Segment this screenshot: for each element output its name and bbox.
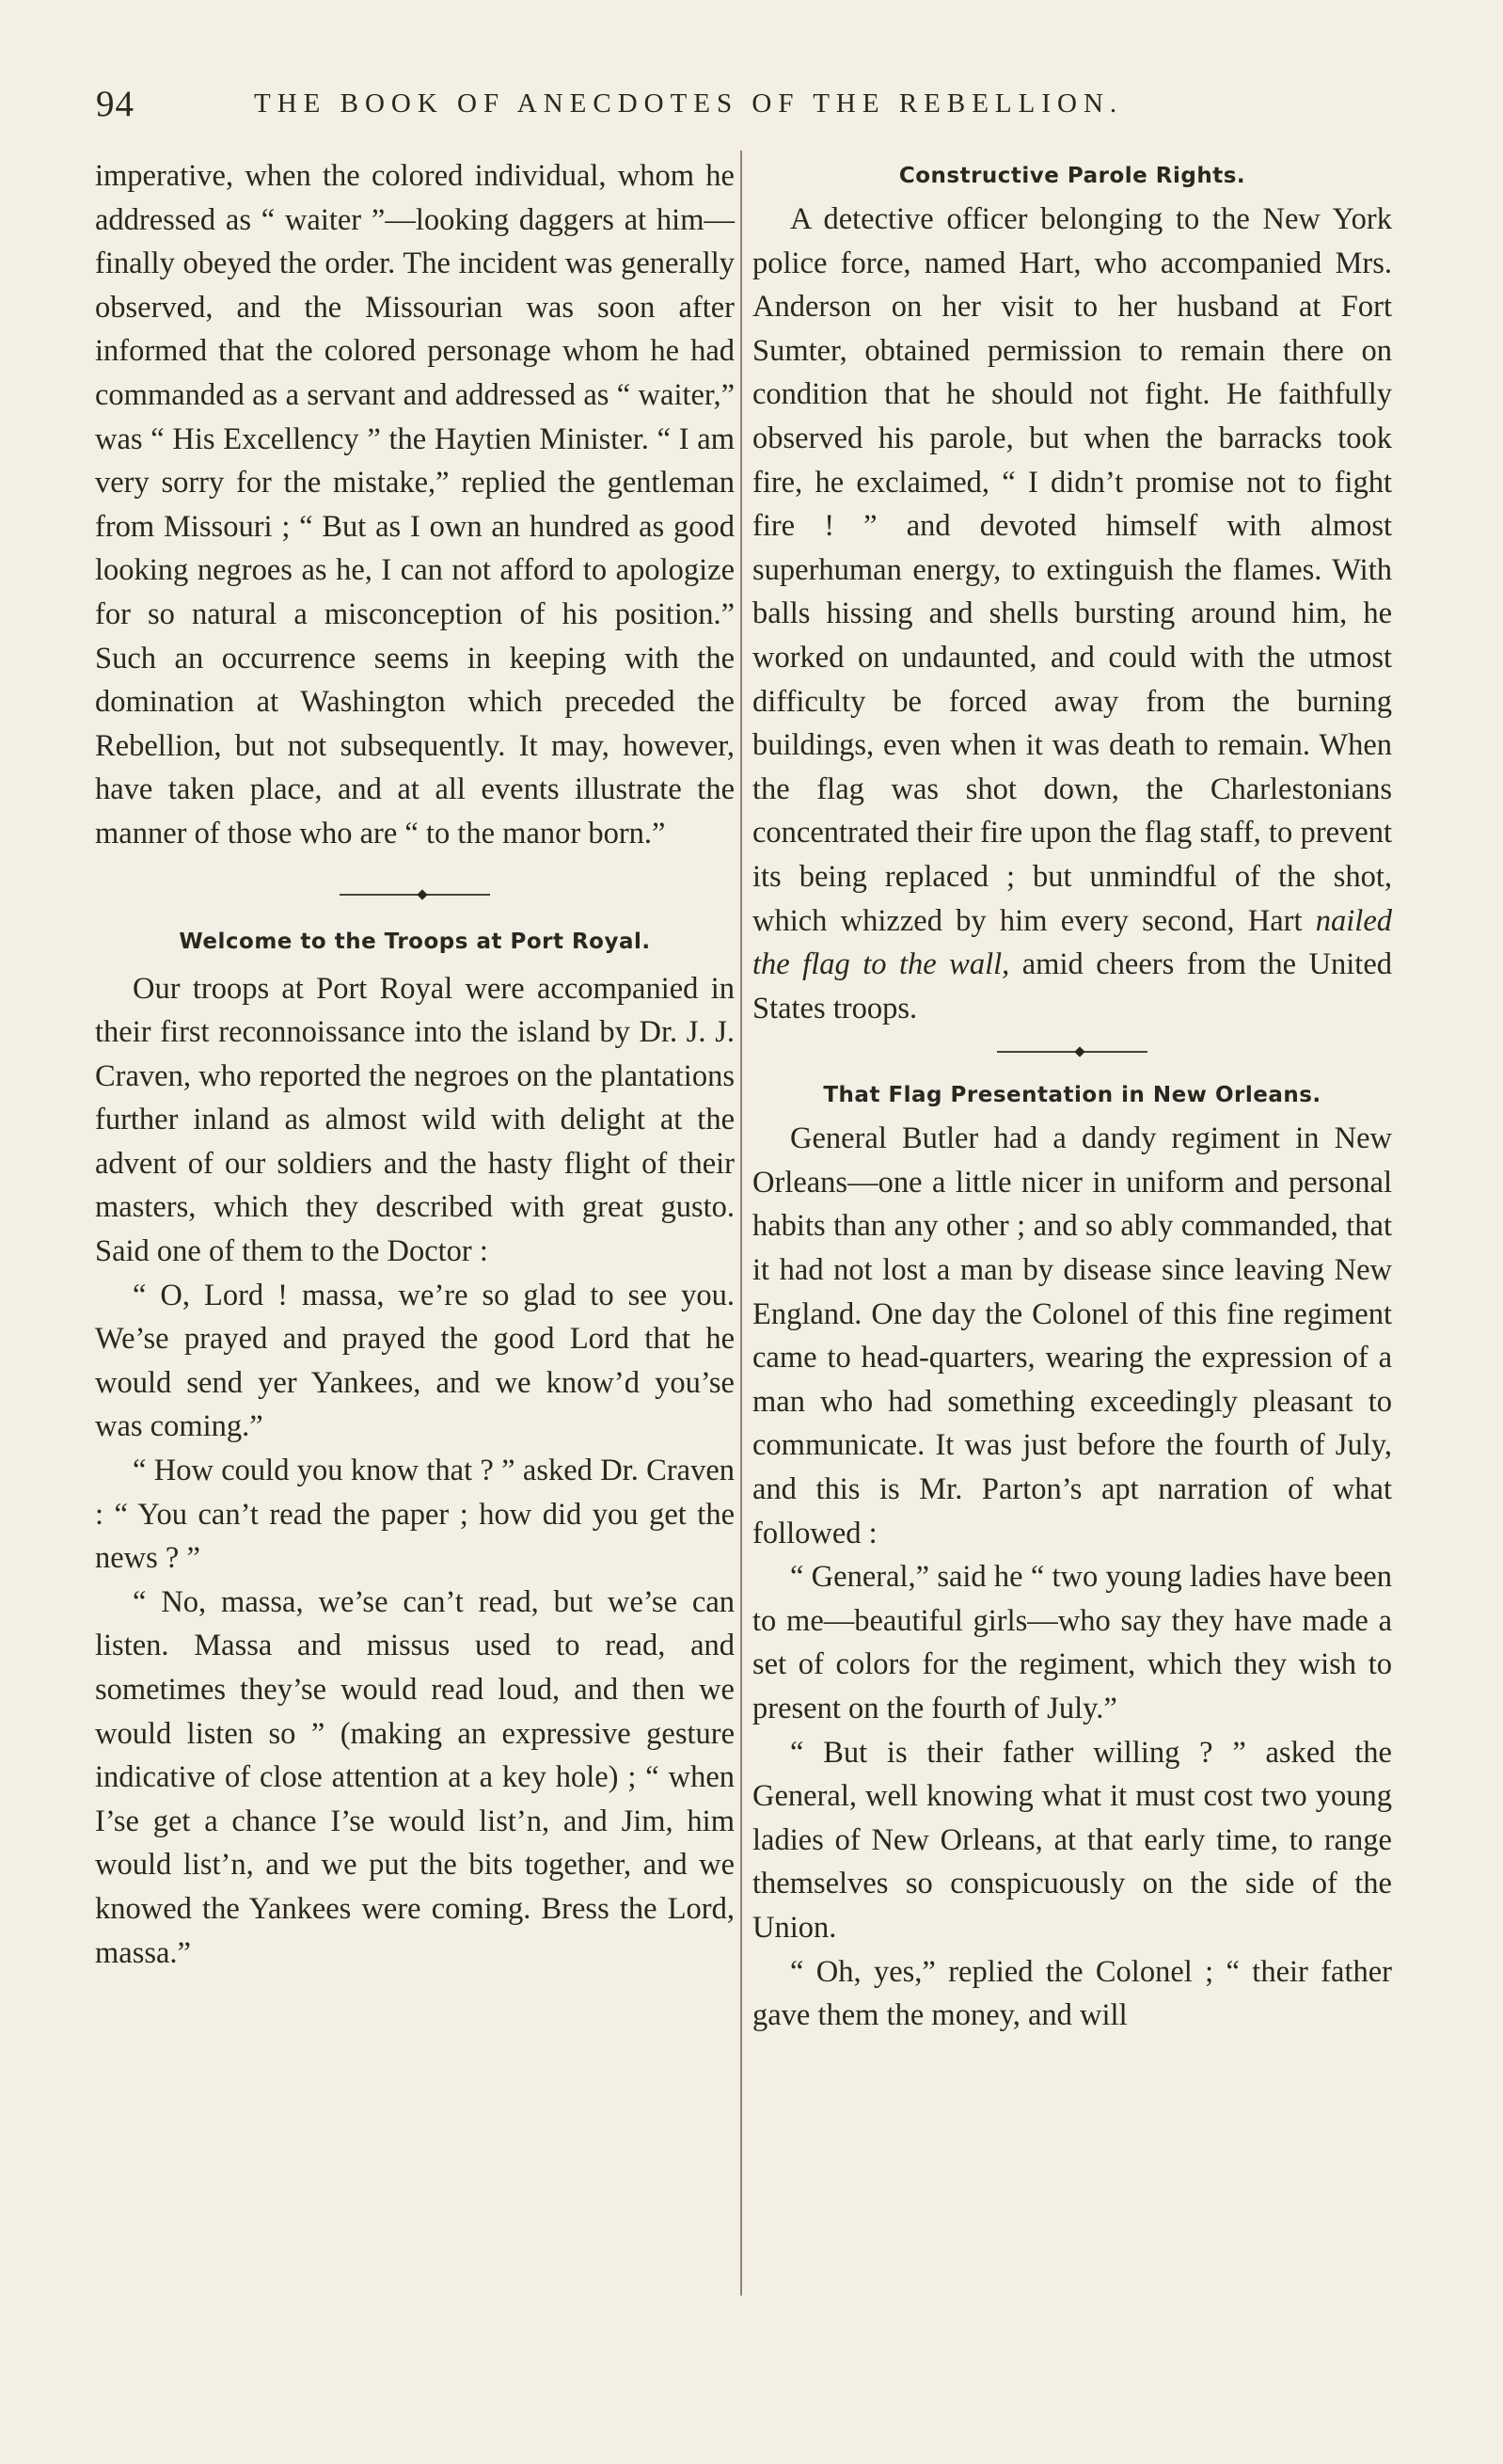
- article-heading: Welcome to the Troops at Port Royal.: [179, 929, 651, 954]
- article-paragraph: “ General,” said he “ two young ladies have been to me—beautiful girls—who say they have made a set of colors for the regiment, which they wish to present on the fourth of July.”: [752, 1560, 1392, 1725]
- article-paragraph: “ O, Lord ! massa, we’re so glad to see you. We’se prayed and prayed the good Lord that he would send yer Yankees, and we know’d you’se was coming.”: [95, 1278, 735, 1444]
- article-paragraph: General Butler had a dandy regiment in New Orleans—one a little nicer in uniform and personal habits than any other ; and so ably commanded, that it had not lost a man by disease since leaving New England. One day the Colonel of this fine regiment came to head-quarters, wearing the expression of a man who had something exceedingly pleasant to communicate. It was just before the fourth of July, and this is Mr. Parton’s apt narration of what followed :: [752, 1121, 1392, 1550]
- column-rule: [740, 151, 742, 2296]
- article-paragraph: [752, 198, 1392, 1030]
- article-paragraph: “ No, massa, we’se can’t read, but we’se can listen. Massa and missus used to read, and sometimes they’se would read loud, and then we would listen so ” (making an expressive gesture indicative of close attention at a key hole) ; “ when I’se get a chance I’se would list’n, and Jim, him would list’n, and we put the bits together, and we knowed the Yankees were coming. Bress the Lord, massa.”: [95, 1584, 735, 1970]
- section-divider: [752, 1030, 1392, 1073]
- running-title: THE BOOK OF ANECDOTES OF THE REBELLION.: [254, 88, 1124, 119]
- paragraph-text: A detective officer belonging to the New York police force, named Hart, who accompanied Mrs. Anderson on her visit to her husband at Fort Sumter, obtained permission to remain there on condition that he should not fight. He faithfully observed his parole, but when the barracks took fire, he exclaimed, “ I didn’t promise not to fight fire ! ” and devoted himself with almost superhuman energy, to extinguish the flames. With balls hissing and shells bursting around him, he worked on undaunted, and could with the utmost difficulty be forced away from the burning buildings, even when it was death to remain. When the flag was shot down, the Charlestonians concentrated their fire upon the flag staff, to prevent its being replaced ; but unmindful of the shot, which whizzed by him every second, Hart: [752, 202, 1392, 938]
- left-column: [95, 154, 735, 1975]
- continued-paragraph: imperative, when the colored individual, whom he addressed as “ waiter ”—looking daggers at him—finally obeyed the order. The incident was generally observed, and the Missourian was soon after informed that the colored personage whom he had commanded as a servant and addressed as “ waiter,” was “ His Excellency ” the Haytien Minister. “ I am very sorry for the mistake,” replied the gentleman from Missouri ; “ But as I own an hundred as good looking negroes as he, I can not afford to apologize for so natural a misconception of his position.” Such an occurrence seems in keeping with the domination at Washington which preceded the Rebellion, but not subsequently. It may, however, have taken place, and at all events illustrate the manner of those who are “ to the manor born.”: [95, 159, 735, 850]
- article-paragraph: “ But is their father willing ? ” asked the General, well knowing what it must cost two young ladies of New Orleans, at that early time, to range themselves so conspicuously on the side of the Union.: [752, 1735, 1392, 1945]
- article-paragraph: “ Oh, yes,” replied the Colonel ; “ their father gave them the money, and will: [752, 1954, 1392, 2033]
- page-number: 94: [96, 84, 134, 124]
- article-paragraph: Our troops at Port Royal were accompanied in their first reconnoissance into the island by Dr. J. J. Craven, who reported the negroes on the plantations further inland as almost wild with delight at the advent of our soldiers and the hasty flight of their masters, which they described with great gusto. Said one of them to the Doctor :: [95, 971, 735, 1269]
- article-heading: That Flag Presentation in New Orleans.: [823, 1083, 1321, 1108]
- paragraph-text: amid cheers from the United States troops.: [752, 947, 1392, 1025]
- right-column: [752, 154, 1392, 2038]
- article-heading: Constructive Parole Rights.: [898, 164, 1246, 188]
- section-divider: [95, 873, 735, 916]
- italic-phrase: nailed the flag to the wall,: [752, 903, 1392, 982]
- running-head: [94, 83, 1354, 130]
- article-paragraph: “ How could you know that ? ” asked Dr. Craven : “ You can’t read the paper ; how did you get the news ? ”: [95, 1454, 735, 1576]
